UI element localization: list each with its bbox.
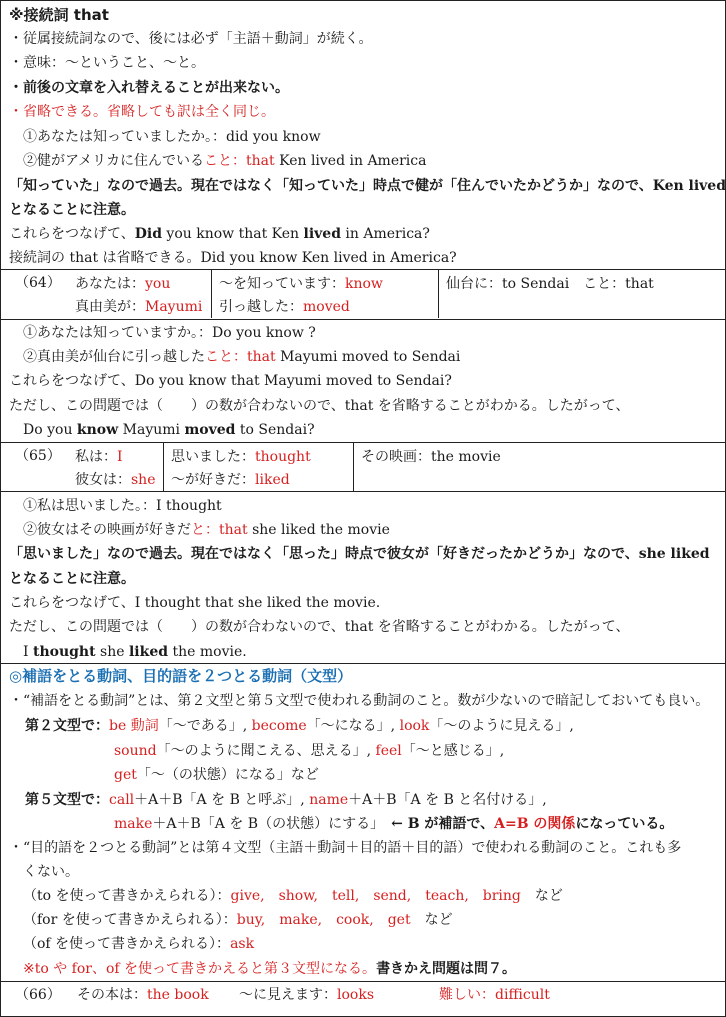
text-span: make (114, 816, 153, 832)
answer-line (23, 641, 247, 663)
pattern-line (114, 813, 673, 835)
rule-line: ・従属接続詞なので、後には必ず「主語＋動詞」が続く。 (9, 31, 373, 47)
note-line: 「知っていた」なので過去。現在ではなく「知っていた」時点で健が「住んでいたかどうか」なので、Ken lived (9, 178, 726, 194)
verb-list-line (23, 933, 254, 955)
text-span: I (117, 449, 123, 465)
note-line: となることに注意。 (9, 202, 135, 218)
text-span: buy, make, cook, get (236, 912, 411, 928)
text-span: she (95, 644, 129, 660)
text-span: あなたは： (75, 276, 145, 292)
vocab-cell (171, 446, 311, 468)
text-span: feel (375, 743, 402, 759)
vocab-cell (75, 296, 202, 318)
text-span: 思いました： (171, 449, 255, 465)
text-span: こと：that (204, 153, 275, 169)
text-span: ②健がアメリカに住んでいる (23, 153, 205, 169)
divider (211, 270, 212, 318)
text-span: 私は： (75, 449, 117, 465)
text-span: ← B が補語で、 (391, 816, 495, 832)
text-span: I (23, 644, 33, 660)
text-span: 「～になる」, (306, 718, 400, 734)
text-span: ＋A＋B「A を B と名付ける」, (348, 792, 547, 808)
text-span: 「～のように聞こえる、思える」, (156, 743, 376, 759)
text-span: ※to や for、of を使って書きかえると第３文型になる。 (23, 961, 377, 977)
step-line (23, 519, 390, 541)
text-span: これらをつなげて、 (9, 226, 135, 242)
text-span: become (251, 718, 307, 734)
text-span: その本は： (77, 987, 147, 1003)
text-span: know (345, 276, 383, 292)
text-span: ask (230, 936, 255, 952)
definition-line: ・“目的語を２つとる動詞”とは第４文型（主語＋動詞＋目的語＋目的語）で使われる動詞のこと。これも多 (9, 840, 682, 856)
step-line: ①あなたは知っていますか。：Do you know ? (23, 325, 316, 341)
text-span: difficult (495, 987, 550, 1003)
vocab-cell (439, 984, 550, 1006)
divider (1, 663, 725, 664)
text-span: Ken lived in America (274, 153, 427, 169)
combine-line (9, 223, 430, 245)
text-span: （to を使って書きかえられる）： (23, 888, 231, 904)
example-line (23, 150, 426, 172)
text-span: ～が好きだ： (171, 472, 255, 488)
text-span: give, show, tell, send, teach, bring (230, 888, 521, 904)
vocab-cell (171, 469, 290, 491)
text-span: the book (147, 987, 209, 1003)
text-span: to Sendai? (235, 422, 315, 438)
text-span: こと：that (205, 349, 276, 365)
text-span: （for を使って書きかえられる）： (23, 912, 237, 928)
question-64-table (1, 270, 725, 318)
vocab-cell: その映画：the movie (361, 449, 501, 465)
text-span: call (109, 792, 135, 808)
text-span: 彼女は： (75, 472, 131, 488)
text-span: ＋A＋B「A を B と呼ぶ」, (134, 792, 310, 808)
text-span: 第５文型で： (25, 792, 109, 808)
text-span: be 動詞 (109, 718, 159, 734)
combine-line: これらをつなげて、I thought that she liked the movie. (9, 595, 381, 611)
text-span: in America? (340, 226, 430, 242)
step-line: ①私は思いました。：I thought (23, 498, 222, 514)
text-span: 「～（の状態）になる」など (136, 767, 319, 783)
text-span: 書きかえ問題は問７。 (376, 961, 517, 977)
definition-line: くない。 (23, 864, 79, 880)
section-title: ※接続詞 that (9, 6, 109, 24)
combine-line: これらをつなげて、Do you know that Mayumi moved to Sendai? (9, 373, 452, 389)
text-span: 引っ越した： (219, 299, 303, 315)
vocab-cell (75, 469, 156, 491)
vocab-cell (75, 273, 170, 295)
question-number: （64） (15, 275, 61, 291)
verb-list-line (23, 885, 563, 907)
text-span: ～を知っています： (219, 276, 345, 292)
question-66-table (1, 982, 725, 1016)
pattern-line (25, 715, 574, 737)
text-span: など (520, 888, 563, 904)
text-span: など (410, 912, 453, 928)
vocab-cell: 仙台に：to Sendai こと：that (446, 276, 654, 292)
text-span: A=B の関係 (494, 816, 576, 832)
text-span: ②真由美が仙台に引っ越した (23, 349, 205, 365)
text-span: she (131, 472, 156, 488)
omission-line: 接続詞の that は省略できる。Did you know Ken lived in America? (9, 250, 457, 266)
text-span: ②彼女はその映画が好きだ (23, 522, 191, 538)
text-span: 第２文型で： (25, 718, 109, 734)
text-span: liked (255, 472, 290, 488)
text-span: lived (303, 226, 341, 242)
rule-line: ・前後の文章を入れ替えることが出来ない。 (9, 80, 289, 96)
text-span: sound (114, 743, 157, 759)
definition-line: ・“補語をとる動詞”とは、第２文型と第５文型で使われる動詞のこと。数が少ないので暗記しておいても良い。 (9, 693, 710, 709)
text-span: Do you (23, 422, 77, 438)
text-span: moved (184, 422, 236, 438)
text-span: ＋A＋B「A を B（の状態）にする」 (152, 816, 392, 832)
divider (163, 443, 164, 491)
vocab-cell (219, 273, 383, 295)
divider (1, 491, 725, 492)
text-span: you (145, 276, 171, 292)
text-span: get (114, 767, 137, 783)
vocab-cell (219, 296, 350, 318)
question-number: （66） (15, 987, 61, 1003)
text-span: know (76, 422, 119, 438)
text-span: ～に見えます： (239, 987, 337, 1003)
step-line (23, 346, 460, 368)
text-span: the movie. (168, 644, 247, 660)
text-span: thought (32, 644, 96, 660)
explain-line: ただし、この問題では（ ）の数が合わないので、that を省略することがわかる。したがって、 (9, 619, 630, 635)
text-span: 「～である」, (158, 718, 252, 734)
text-span: liked (128, 644, 169, 660)
vocab-cell (75, 446, 123, 468)
text-span: moved (303, 299, 350, 315)
text-span: 真由美が： (75, 299, 145, 315)
text-span: Mayumi (118, 422, 185, 438)
verb-list-line (23, 909, 453, 931)
question-number: （65） (15, 448, 61, 464)
rule-line: ・省略できる。省略しても訳は全く同じ。 (9, 104, 275, 120)
text-span: 「～と感じる」, (401, 743, 505, 759)
pattern-line (114, 740, 504, 762)
vocab-cell (77, 984, 209, 1006)
text-span: Mayumi (145, 299, 203, 315)
note-line (23, 958, 516, 980)
divider (1, 319, 725, 320)
section-title: ◎補語をとる動詞、目的語を２つとる動詞（文型） (9, 667, 353, 685)
text-span: Mayumi moved to Sendai (275, 349, 461, 365)
text-span: 「～のように見える」, (429, 718, 574, 734)
text-span: she liked the movie (247, 522, 390, 538)
pattern-line (114, 764, 319, 786)
vocab-cell (239, 984, 374, 1006)
text-span: looks (337, 987, 375, 1003)
text-span: になっている。 (575, 816, 674, 832)
text-span: 難しい： (439, 987, 495, 1003)
text-span: you know that Ken (161, 226, 304, 242)
text-span: name (309, 792, 349, 808)
question-65-table (1, 443, 725, 491)
text-span: と：that (191, 522, 248, 538)
example-line: ①あなたは知っていましたか。：did you know (23, 129, 321, 145)
text-span: （of を使って書きかえられる）： (23, 936, 231, 952)
text-span: thought (255, 449, 311, 465)
divider (353, 443, 354, 491)
note-line: となることに注意。 (9, 571, 135, 587)
rule-line: ・意味：～ということ、～と。 (9, 55, 205, 71)
text-span: look (399, 718, 430, 734)
note-line: 「思いました」なので過去。現在ではなく「思った」時点で彼女が「好きだったかどうか」なので、she liked (9, 546, 710, 562)
answer-line (23, 419, 315, 441)
divider (438, 270, 439, 318)
text-span: Did (134, 226, 162, 242)
explain-line: ただし、この問題では（ ）の数が合わないので、that を省略することがわかる。したがって、 (9, 398, 630, 414)
pattern-line (25, 789, 547, 811)
